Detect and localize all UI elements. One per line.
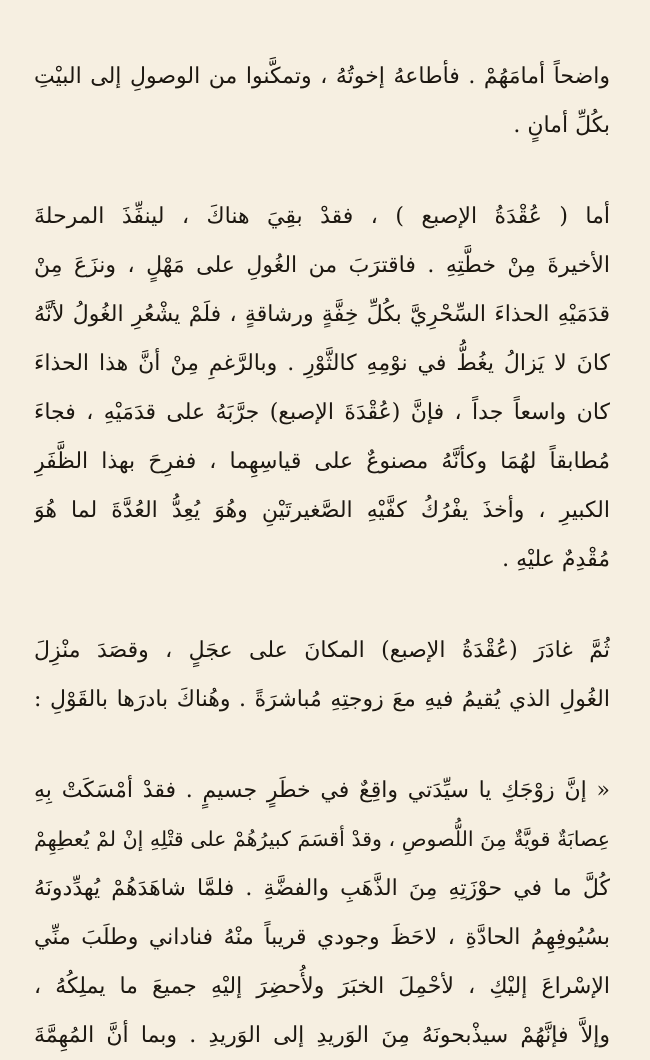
text-line: مُقْدِمٌ عليْهِ . <box>502 547 610 572</box>
text-line: وإلاَّ فإنَّهُمْ سيذْبحونَهُ مِنَ الوَريدِ إلى الوَريدِ . وبما أنَّ المُهِمَّةَ <box>34 1023 610 1048</box>
paragraph-2 <box>34 192 610 584</box>
text-line: مُطابقاً لهُمَا وكأنَّهُ مصنوعٌ على قياسِهِما ، ففرِحَ بهذا الظَّفَرِ <box>34 449 610 474</box>
text-line: واضحاً أمامَهُمْ . فأطاعهُ إخوتُهُ ، وتمكَّنوا من الوصولِ إلى البيْتِ <box>34 64 610 89</box>
text-line: كُلَّ ما في حوْزَتِهِ مِنَ الذَّهَبِ والفضَّةِ . فلمَّا شاهَدَهُمْ يُهدِّدونَهُ <box>34 876 610 901</box>
text-line: عِصابَةٌ قويَّةٌ مِنَ اللُّصوصِ ، وقدْ أقسَمَ كبيرُهُمْ على قتْلِهِ إنْ لمْ يُعطِهِمْ <box>34 827 610 851</box>
paragraph-4 <box>34 766 610 1060</box>
text-line: بسُيُوفِهِمُ الحادَّةِ ، لاحَظَ وجودي قريباً منْهُ فناداني وطلَبَ منِّي <box>34 925 610 950</box>
text-line: الأخيرةَ مِنْ خطَّتِهِ . فاقترَبَ من الغُولِ على مَهْلٍ ، ونزَعَ مِنْ <box>34 253 610 278</box>
text-line: كانَ لا يَزالُ يغُطُّ في نوْمِهِ كالثَّوْرِ . وبالرَّغمِ مِنْ أنَّ هذا الحذاءَ <box>34 351 610 376</box>
paragraph-3 <box>34 626 610 724</box>
text-line: الإسْراعَ إليْكِ ، لأحْمِلَ الخبَرَ ولأُحضِرَ إليْهِ جميعَ ما يملِكُهُ ، <box>34 974 610 999</box>
paragraph-gap <box>34 584 610 626</box>
text-line: ثُمَّ غادَرَ (عُقْدَةُ الإصبع) المكانَ على عجَلٍ ، وقصَدَ منْزِلَ <box>34 638 610 663</box>
text-line: الغُولِ الذي يُقيمُ فيهِ معَ زوجتِهِ مُباشرَةً . وهُناكَ بادرَها بالقَوْلِ : <box>34 687 610 712</box>
text-line: « إنَّ زوْجَكِ يا سيِّدَتي واقِعٌ في خطَرٍ جسيمٍ . فقدْ أمْسَكَتْ بِهِ <box>34 778 610 803</box>
text-line: قدَمَيْهِ الحذاءَ السِّحْرِيَّ بكُلِّ خِفَّةٍ ورشاقةٍ ، فلَمْ يشْعُرِ الغُولُ لأنَّهُ <box>34 302 610 327</box>
text-line: أما ( عُقْدَةُ الإصبع ) ، فقدْ بقِيَ هناكَ ، لينفِّذَ المرحلةَ <box>34 204 610 229</box>
text-line: بكُلِّ أمانٍ . <box>513 113 610 138</box>
paragraph-gap <box>34 724 610 766</box>
paragraph-gap <box>34 150 610 192</box>
paragraph-1 <box>34 52 610 150</box>
text-line: كان واسعاً جداً ، فإنَّ (عُقْدَةَ الإصبع) جرَّبَهُ على قدَمَيْهِ ، فجاءَ <box>34 400 610 425</box>
text-line: الكبيرِ ، وأخذَ يفْرُكُ كفَّيْهِ الصَّغيرتَيْنِ وهُوَ يُعِدُّ العُدَّةَ لما هُوَ <box>34 498 610 523</box>
